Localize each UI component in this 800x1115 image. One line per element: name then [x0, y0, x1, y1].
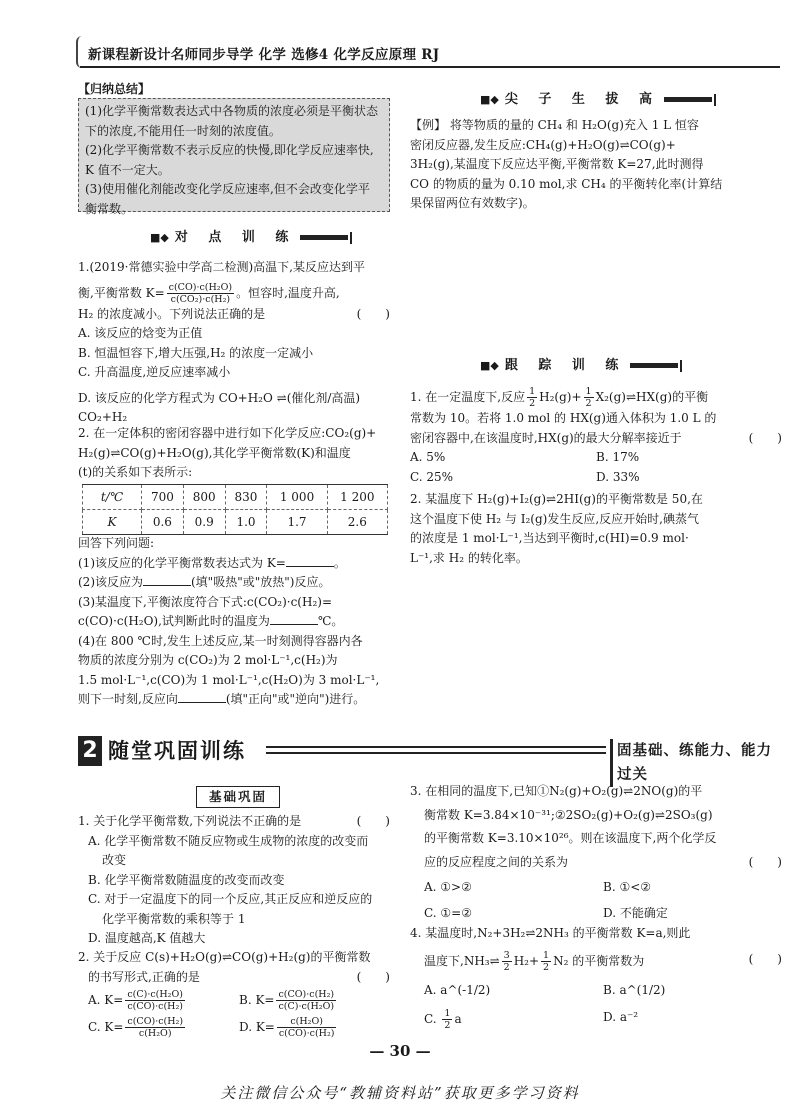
question-1: 1.(2019·常德实验中学高二检测)高温下,某反应达到平 衡,平衡常数 K= $\frac{\text{c(CO)·c(H₂O)}}{\text{c(CO₂)·c(H₂)}}$ 。恒容时,温度升高, H₂ 的浓度减小。下列说法正确的是 ( ) A. 该反应的焓变为正值 B. 恒温恒容下,增大压强,H₂ 的浓度一定减小 C. 升高温度,逆反应速率减小 D. 该反应的化学方程式为 CO+H₂O ⇌(催化剂/高温) CO₂+H₂ — [78, 258, 390, 428]
section-title-genzong: ■◆ 跟 踪 训 练 — [480, 356, 682, 375]
section-bar — [664, 97, 712, 102]
option-c: C. $\frac{1}{2}$ a — [424, 1008, 462, 1031]
answer-blank[interactable] — [178, 690, 226, 703]
option-d: D. 不能确定 — [603, 905, 668, 920]
summary-line: (3)使用催化剂能改变化学反应速率,但不会改变化学平 — [85, 182, 370, 196]
question-2: 2. 在一定体积的密闭容器中进行如下化学反应:CO₂(g)+ H₂(g)⇌CO(g)+H₂O(g),其化学平衡常数(K)和温度 (t)的关系如下表所示: — [78, 426, 377, 479]
summary-line: 下的浓度,不能用任一时刻的浓度值。 — [85, 123, 281, 138]
basic-question-4: 4. 某温度时,N₂+3H₂⇌2NH₃ 的平衡常数 K=a,则此 温度下,NH₃⇌ $\frac{3}{2}$ H₂+ $\frac{1}{2}$ N₂ 的平衡常数为 ( ) A. a^(-1/2) B. a^(1/2) C. $\frac{1}{2}$ a D. a⁻² — [410, 926, 782, 1031]
summary-box — [78, 98, 390, 216]
banner-number: 2 — [78, 736, 102, 766]
option-b: B. a^(1/2) — [603, 982, 666, 997]
option-d: D. 33% — [596, 469, 640, 484]
option-a: A. a^(-1/2) — [424, 982, 491, 997]
header-rule — [80, 66, 780, 68]
summary-line: K 值不一定大。 — [85, 162, 170, 177]
question-2-parts: 回答下列问题: (1)该反应的化学平衡常数表达式为 K= 。 (2)该反应为 (填"吸热"或"放热")反应。 (3)某温度下,平衡浓度符合下式:c(CO₂)·c(H₂)= c(CO)·c(H₂O),试判断此时的温度为 ℃。 (4)在 800 ℃时,发生上述反应,某一时刻测得容器内各 物质的浓度分别为 c(CO₂)为 2 mol·L⁻¹,c(H₂)为 1.5 mol·L⁻¹,c(CO)为 1 mol·L⁻¹,c(H₂O)为 3 mol·L⁻¹, 则下一时刻,反应向 (填"正向"或"逆向")进行。 — [78, 536, 380, 706]
footer-note: 关注微信公众号“教辅资料站”获取更多学习资料 — [220, 1084, 580, 1102]
banner-title: 随堂巩固训练 — [108, 739, 246, 763]
section-bullet-icon: ■◆ — [480, 359, 499, 372]
option-b: B. K= $\frac{\text{c(CO)·c(H₂)}}{\text{c(C)·c(H₂O)}}$ — [239, 989, 335, 1012]
banner-rule — [266, 746, 606, 754]
option-a: A. K= $\frac{\text{c(C)·c(H₂O)}}{\text{c(CO)·c(H₂)}}$ — [88, 989, 183, 1012]
example-problem: 【例】 将等物质的量的 CH₄ 和 H₂O(g)充入 1 L 恒容 密闭反应器,发生反应:CH₄(g)+H₂O(g)⇌CO(g)+ 3H₂(g),某温度下反应达平衡,平衡常数 K=27,此时测得 CO 的物质的量为 0.10 mol,求 CH₄ 的平衡转化率(计算结 果保留两位有效数字)。 — [410, 118, 723, 210]
tracking-question-1: 1. 在一定温度下,反应 $\frac{1}{2}$ H₂(g)+ $\frac{1}{2}$ X₂(g)⇌HX(g)的平衡 常数为 10。若将 1.0 mol 的 HX(g)通入体积为 1.0 L 的 密闭容器中,在该温度时,HX(g)的最大分解率接近于 ( ) A. 5% B. 17% C. 25% D. 33% — [410, 386, 782, 487]
option-d: D. K= $\frac{\text{c(H₂O)}}{\text{c(CO)·c(H₂)}}$ — [239, 1016, 335, 1039]
summary-tag: 【归纳总结】 — [78, 82, 151, 96]
k-temperature-table — [82, 484, 388, 535]
tracking-question-2: 2. 某温度下 H₂(g)+I₂(g)⇌2HI(g)的平衡常数是 50,在 这个温度下使 H₂ 与 I₂(g)发生反应,反应开始时,碘蒸气 的浓度是 1 mol·L⁻¹,当达到平衡时,c(HI)=0.9 mol· L⁻¹,求 H₂ 的转化率。 — [410, 492, 703, 565]
page-header: 新课程新设计名师同步导学 化学 选修4 化学反应原理 RJ — [88, 47, 440, 63]
option-b: B. ①<② — [603, 880, 652, 894]
summary-line: 衡常数。 — [85, 201, 134, 216]
section-banner — [78, 736, 780, 783]
section-title-jianzi: ■◆ 尖 子 生 拔 高 — [480, 90, 716, 109]
section-bullet-icon: ■◆ — [480, 93, 499, 106]
jichu-label: 基础巩固 — [196, 786, 280, 808]
option-a: A. 5% — [410, 450, 446, 464]
section-bar — [630, 363, 678, 368]
option-d: D. 该反应的化学方程式为 CO+H₂O ⇌(催化剂/高温) CO₂+H₂ — [78, 390, 361, 424]
section-bar — [300, 235, 348, 240]
summary-line: (2)化学平衡常数不表示反应的快慢,即化学反应速率快, — [85, 143, 374, 157]
option-a: A. ①>② — [424, 880, 472, 894]
basic-question-1: 1. 关于化学平衡常数,下列说法不正确的是 ( ) A. 化学平衡常数不随反应物或生成物的浓度的改变而 改变 B. 化学平衡常数随温度的改变而改变 C. 对于一定温度下的同一个反应,其正反应和逆反应的 化学平衡常数的乘积等于 1 D. 温度越高,K 值越大 — [78, 814, 390, 945]
banner-subtitle: 固基础、练能力、能力过关 — [610, 739, 780, 787]
option-c: C. K= $\frac{\text{c(CO)·c(H₂)}}{\text{c(H₂O)}}$ — [88, 1016, 184, 1039]
section-bullet-icon: ■◆ — [150, 231, 169, 244]
answer-blank[interactable] — [270, 612, 318, 625]
option-c: C. 25% — [410, 469, 454, 484]
option-a: A. 该反应的焓变为正值 — [78, 326, 203, 340]
table-row: K 0.6 0.9 1.0 1.7 2.6 — [83, 510, 388, 535]
option-b: B. 恒温恒容下,增大压强,H₂ 的浓度一定减小 — [78, 345, 314, 360]
summary-line: (1)化学平衡常数表达式中各物质的浓度必须是平衡状态 — [85, 104, 379, 118]
header-bracket — [76, 36, 84, 68]
answer-blank[interactable] — [286, 554, 334, 567]
table-row: t/℃ 700 800 830 1 000 1 200 — [83, 485, 388, 510]
answer-paren: ( ) — [356, 306, 390, 321]
basic-question-2: 2. 关于反应 C(s)+H₂O(g)⇌CO(g)+H₂(g)的平衡常数 的书写形式,正确的是 ( ) A. K= $\frac{\text{c(C)·c(H₂O)}}{\text{c(CO)·c(H₂)}}$ B. K= $\frac{\text{c(CO)·c(H₂)}}{\text{c(C)·c(H₂O)}}$ C. K= $\frac{\text{c(CO)·c(H₂)}}{\text{c(H₂O)}}$ D. K= $\frac{\text{c(H₂O)}}{\text{c(CO)·c(H₂)}}$ — [78, 950, 390, 1039]
page-number: — 30 — — [369, 1042, 431, 1060]
section-title-duidian: ■◆ 对 点 训 练 — [150, 228, 352, 247]
option-c: C. 升高温度,逆反应速率减小 — [78, 365, 231, 379]
answer-blank[interactable] — [143, 573, 191, 586]
option-b: B. 17% — [596, 450, 640, 464]
fraction: $\frac{\text{c(CO)·c(H₂O)}}{\text{c(CO₂)·c(H₂)}}$ — [168, 281, 233, 305]
option-d: D. a⁻² — [603, 1010, 639, 1024]
option-c: C. ①=② — [424, 905, 472, 920]
basic-question-3: 3. 在相同的温度下,已知①N₂(g)+O₂(g)⇌2NO(g)的平 衡常数 K=3.84×10⁻³¹;②2SO₂(g)+O₂(g)⇌2SO₃(g) 的平衡常数 K=3.10×10²⁶。则在该温度下,两个化学反 应的反应程度之间的关系为 ( ) A. ①>② B. ①<② C. ①=② D. 不能确定 — [410, 782, 782, 923]
